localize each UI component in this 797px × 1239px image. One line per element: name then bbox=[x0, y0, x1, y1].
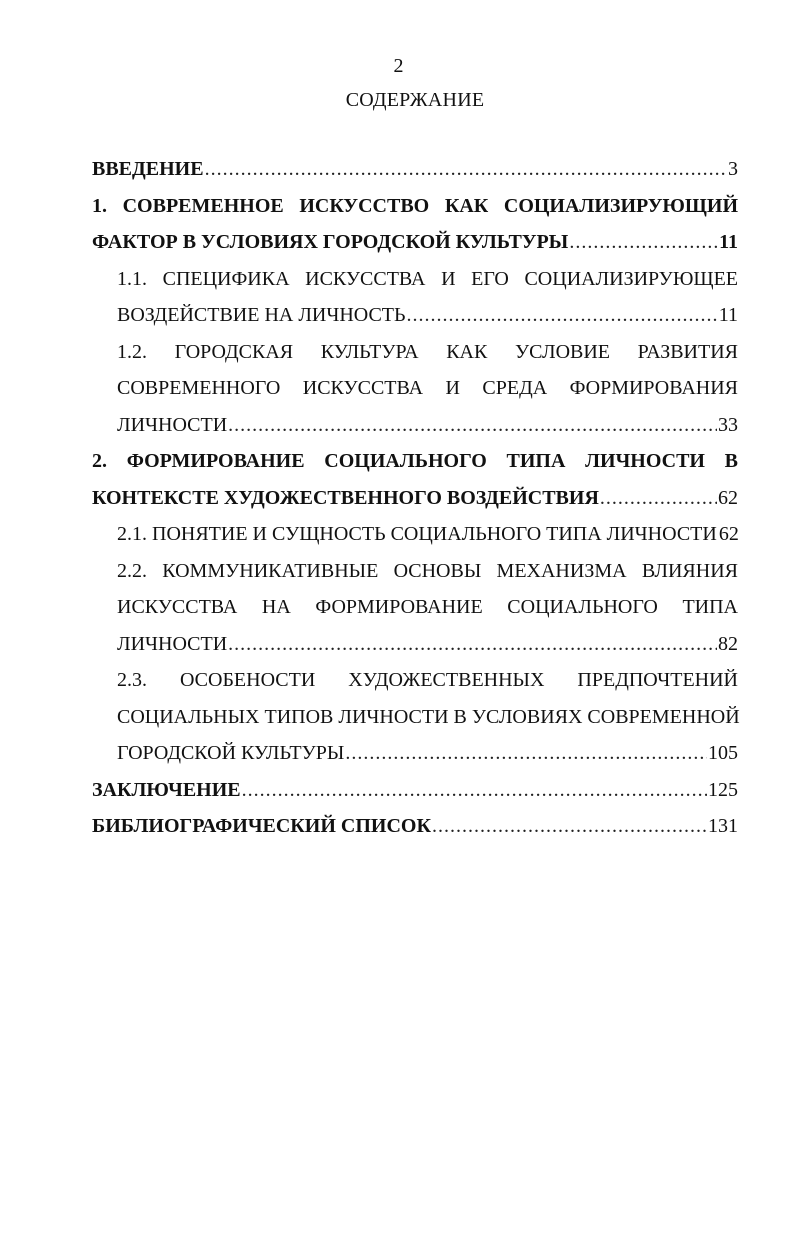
toc-entry-section-2-2-line-3 bbox=[117, 626, 738, 663]
toc-entry-label: СОВРЕМЕННОГО ИСКУССТВА И СРЕДА ФОРМИРОВАНИЯ bbox=[117, 377, 738, 399]
toc-entry-chapter-2-line-2 bbox=[92, 480, 738, 517]
toc-entry-label: ВОЗДЕЙСТВИЕ НА ЛИЧНОСТЬ bbox=[117, 304, 406, 326]
toc-entry-label: 2.2. КОММУНИКАТИВНЫЕ ОСНОВЫ МЕХАНИЗМА ВЛИЯНИЯ bbox=[117, 559, 738, 582]
toc-entry-section-2-3-line-2 bbox=[117, 699, 738, 736]
dot-leader bbox=[228, 407, 717, 444]
page-title: СОДЕРЖАНИЕ bbox=[345, 89, 485, 111]
toc-entry-label: ВВЕДЕНИЕ bbox=[92, 158, 204, 180]
toc-entry-label: 1. СОВРЕМЕННОЕ ИСКУССТВО КАК СОЦИАЛИЗИРУЮЩИЙ bbox=[92, 194, 738, 217]
toc-entry-section-1-2-line-2 bbox=[117, 370, 738, 407]
toc-entry-label: ФАКТОР В УСЛОВИЯХ ГОРОДСКОЙ КУЛЬТУРЫ bbox=[92, 231, 569, 253]
toc-page-number: 131 bbox=[708, 815, 738, 837]
toc-entry-chapter-1-line-2 bbox=[92, 224, 738, 261]
toc-entry-section-1-1-line-1 bbox=[117, 261, 738, 298]
toc-entry-label: ЛИЧНОСТИ bbox=[117, 632, 228, 655]
toc-entry-label: ЗАКЛЮЧЕНИЕ bbox=[92, 778, 241, 801]
dot-leader bbox=[600, 480, 717, 517]
toc-entry-section-1-2-line-1 bbox=[117, 334, 738, 371]
toc-page-number: 62 bbox=[718, 486, 738, 509]
toc-entry-label: ЛИЧНОСТИ bbox=[117, 413, 228, 436]
toc-entry-section-1-2-line-3 bbox=[117, 407, 738, 444]
dot-leader bbox=[345, 735, 707, 772]
toc-entry-label: КОНТЕКСТЕ ХУДОЖЕСТВЕННОГО ВОЗДЕЙСТВИЯ bbox=[92, 486, 599, 509]
toc-page-number: 11 bbox=[719, 231, 738, 253]
toc-page-number: 105 bbox=[708, 742, 738, 764]
toc-entry-label: ГОРОДСКОЙ КУЛЬТУРЫ bbox=[117, 742, 345, 764]
toc-entry-intro bbox=[92, 151, 738, 188]
toc-entry-conclusion bbox=[92, 772, 738, 809]
dot-leader bbox=[242, 772, 707, 809]
toc-page-number: 125 bbox=[708, 778, 738, 801]
toc-entry-label: 1.1. СПЕЦИФИКА ИСКУССТВА И ЕГО СОЦИАЛИЗИРУЮЩЕЕ bbox=[117, 267, 738, 290]
page-number: 2 bbox=[393, 55, 404, 77]
toc-entry-section-2-1 bbox=[117, 516, 738, 553]
toc-page-number: 33 bbox=[718, 413, 738, 436]
toc-entry-section-2-3-line-1 bbox=[117, 662, 738, 699]
toc-entry-section-2-2-line-1 bbox=[117, 553, 738, 590]
toc-entry-section-2-2-line-2 bbox=[117, 589, 738, 626]
toc-entry-chapter-1-line-1 bbox=[92, 188, 738, 225]
toc-page-number: 3 bbox=[728, 158, 738, 180]
toc-entry-label: 2.1. ПОНЯТИЕ И СУЩНОСТЬ СОЦИАЛЬНОГО ТИПА ЛИЧНОСТИ bbox=[117, 523, 717, 545]
toc-entry-label: 1.2. ГОРОДСКАЯ КУЛЬТУРА КАК УСЛОВИЕ РАЗВИТИЯ bbox=[117, 340, 738, 363]
dot-leader bbox=[432, 808, 707, 845]
toc-page-number: 11 bbox=[718, 304, 738, 326]
toc-page-number: 82 bbox=[718, 632, 738, 655]
toc-entry-label: 2. ФОРМИРОВАНИЕ СОЦИАЛЬНОГО ТИПА ЛИЧНОСТИ В bbox=[92, 450, 738, 472]
dot-leader bbox=[569, 224, 718, 261]
toc-entry-label: ИСКУССТВА НА ФОРМИРОВАНИЕ СОЦИАЛЬНОГО ТИПА bbox=[117, 596, 738, 618]
toc-entry-label: СОЦИАЛЬНЫХ ТИПОВ ЛИЧНОСТИ В УСЛОВИЯХ СОВРЕМЕННОЙ bbox=[117, 705, 740, 728]
toc-entry-section-1-1-line-2 bbox=[117, 297, 738, 334]
dot-leader bbox=[407, 297, 718, 334]
toc-entry-bibliography bbox=[92, 808, 738, 845]
toc-page-number: 62 bbox=[718, 523, 739, 545]
toc-entry-label: 2.3. ОСОБЕНОСТИ ХУДОЖЕСТВЕННЫХ ПРЕДПОЧТЕНИЙ bbox=[117, 669, 738, 691]
dot-leader bbox=[205, 151, 727, 188]
toc-entry-label: БИБЛИОГРАФИЧЕСКИЙ СПИСОК bbox=[92, 815, 431, 837]
table-of-contents bbox=[92, 151, 738, 845]
toc-entry-chapter-2-line-1 bbox=[92, 443, 738, 480]
toc-entry-section-2-3-line-3 bbox=[117, 735, 738, 772]
dot-leader bbox=[228, 626, 717, 663]
